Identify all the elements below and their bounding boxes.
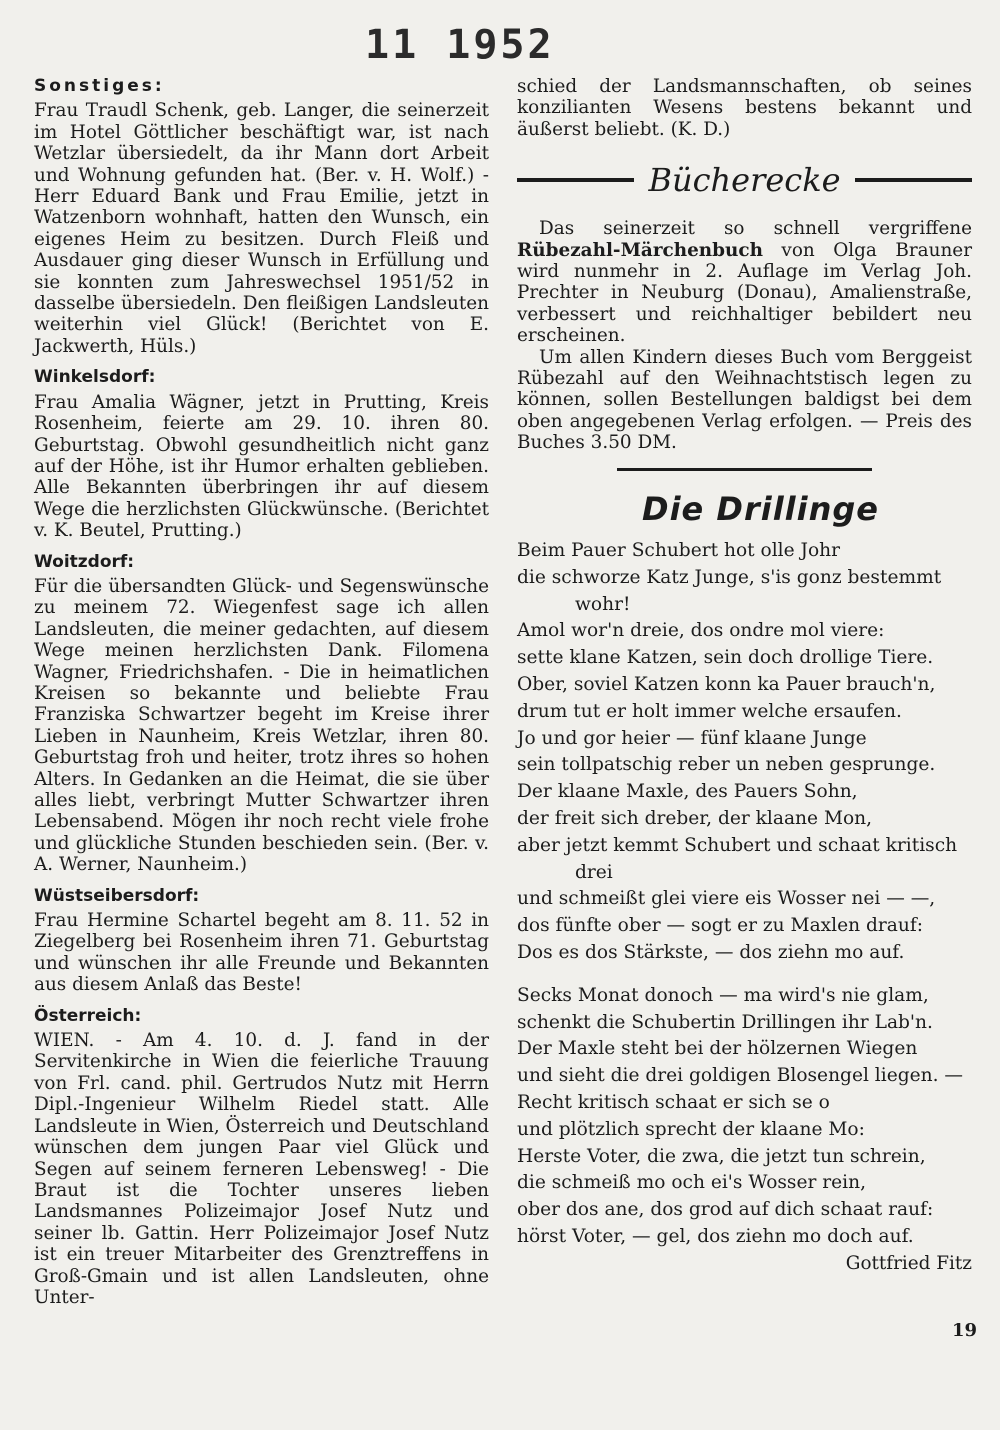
buecherecke-right-rule: [855, 178, 972, 182]
poem-line: Beim Pauer Schubert hot olle Johr: [517, 540, 841, 562]
poem-line: und sieht die drei goldigen Blosengel liegen. —: [517, 1065, 963, 1087]
poem-line: dos fünfte ober — sogt er zu Maxlen drauf:: [517, 915, 924, 937]
book-title: Rübezahl-Märchenbuch: [517, 239, 763, 261]
poem-line: aber jetzt kemmt Schubert und schaat kritisch: [517, 834, 958, 856]
section-heading-wuestseibersdorf: Wüstseibersdorf:: [34, 885, 200, 906]
section-separator: [617, 468, 872, 471]
poem-line: Jo und gor heier — fünf klaane Junge: [517, 727, 867, 749]
poem-line: die schmeiß mo och ei's Wosser rein,: [517, 1172, 867, 1194]
poem-line: drum tut er holt immer welche ersaufen.: [517, 700, 902, 722]
poem-line: Der Maxle steht bei der hölzernen Wiegen: [517, 1038, 918, 1060]
buecherecke-paragraph-2: Um allen Kindern dieses Buch vom Berggeist Rübezahl auf den Weihnachtstisch legen zu können, sollen Bestellungen baldigst bei dem oben angegebenen Verlag erfolgen. — Preis des Buches 3.50 DM.: [517, 346, 972, 454]
poem-line: Recht kritisch schaat er sich se o: [517, 1092, 830, 1114]
poem-line: und plötzlich sprecht der klaane Mo:: [517, 1118, 865, 1140]
buecherecke-p1-before: Das seinerzeit so schnell vergriffene: [539, 218, 972, 240]
poem-title: Die Drillinge: [642, 489, 879, 528]
poem-line: sein tollpatschig reber un neben gesprunge.: [517, 754, 936, 776]
section-heading-winkelsdorf: Winkelsdorf:: [34, 367, 156, 388]
poem-line: Secks Monat donoch — ma wird's nie glam,: [517, 984, 929, 1006]
poem-line: sette klane Katzen, sein doch drollige Tiere.: [517, 647, 934, 669]
poem-line: die schworze Katz Junge, s'is gonz bestemmt: [517, 566, 942, 588]
buecherecke-paragraph-1: [517, 218, 972, 346]
poem-author: Gottfried Fitz: [845, 1252, 972, 1274]
poem-line: Herste Voter, die zwa, die jetzt tun schrein,: [517, 1145, 926, 1167]
right-column: [517, 76, 972, 1277]
section-heading-sonstiges: Sonstiges:: [34, 76, 165, 96]
poem-line: Der klaane Maxle, des Pauers Sohn,: [517, 781, 858, 803]
poem-line: hörst Voter, — gel, dos ziehn mo doch auf.: [517, 1226, 914, 1248]
section-heading-woitzdorf: Woitzdorf:: [34, 551, 135, 572]
section-text-sonstiges: Frau Traudl Schenk, geb. Langer, die seinerzeit im Hotel Göttlicher beschäftigt war, ist nach Wetzlar übersiedelt, da ihr Mann dort Arbeit und Wohnung gefunden hat. (Ber. v. H. Wolf.) - Herr Eduard Bank und Frau Emilie, jetzt in Watzenborn wohnhaft, hatten den Wunsch, ein eigenes Heim zu besitzen. Durch Fleiß und Ausdauer ging dieser Wunsch in Erfüllung und sie konnten zum Jahreswechsel 1951/52 in dasselbe übersiedeln. Den fleißigen Landsleuten weiterhin viel Glück! (Berichtet von E. Jackwerth, Hüls.): [34, 100, 489, 357]
poem-line: ober dos ane, dos grod auf dich schaat rauf:: [517, 1199, 934, 1221]
left-column: [34, 76, 489, 1308]
poem-line: der freit sich dreber, der klaane Mon,: [517, 808, 873, 830]
poem-line: Ober, soviel Katzen konn ka Pauer brauch'n,: [517, 674, 936, 696]
poem-line: und schmeißt glei viere eis Wosser nei — —,: [517, 888, 936, 910]
poem-line: Amol wor'n dreie, dos ondre mol viere:: [517, 620, 885, 642]
poem-line: Dos es dos Stärkste, — dos ziehn mo auf.: [517, 942, 905, 964]
buecherecke-header: [517, 160, 972, 200]
section-text-winkelsdorf: Frau Amalia Wägner, jetzt in Prutting, Kreis Rosenheim, feierte am 29. 10. ihren 80. Geburtstag. Obwohl gesundheitlich nicht ganz auf der Höhe, ist ihr Humor erhalten geblieben. Alle Bekannten überbringen ihr auf diesem Wege die herzlichsten Glückwünsche. (Berichtet v. K. Beutel, Prutting.): [34, 391, 489, 542]
section-text-oesterreich: WIEN. - Am 4. 10. d. J. fand in der Servitenkirche in Wien die feierliche Trauung von Frl. cand. phil. Gertrudos Nutz mit Herrn Dipl.-Ingenieur Wilhelm Riedel statt. Alle Landsleute in Wien, Österreich und Deutschland wünschen dem jungen Paar viel Glück und Segen auf seinem ferneren Lebensweg! - Die Braut ist die Tochter unseres lieben Landsmannes Polizeimajor Josef Nutz und seiner lb. Gattin. Herr Polizeimajor Josef Nutz ist ein treuer Mitarbeiter des Grenztreffens in Groß-Gmain und ist allen Landsleuten, ohne Unter-: [34, 1030, 489, 1308]
poem-line: wohr!: [575, 593, 631, 615]
section-text-woitzdorf: Für die übersandten Glück- und Segenswünsche zu meinem 72. Wiegenfest sage ich allen Landsleuten, die meiner gedachten, auf diesem Wege meinen herzlichsten Dank. Filomena Wagner, Friedrichshafen. - Die in heimatlichen Kreisen so bekannte und beliebte Frau Franziska Schwartzer begeht im Kreise ihrer Lieben in Naunheim, Kreis Wetzlar, ihren 80. Geburtstag froh und heiter, trotz ihres so hohen Alters. In Gedanken an die Heimat, die sie über alles liebt, verbringt Mutter Schwartzer ihren Lebensabend. Mögen ihr noch recht viele frohe und glückliche Stunden beschieden sein. (Ber. v. A. Werner, Naunheim.): [34, 575, 489, 876]
poem: [517, 538, 972, 1251]
poem-line: schenkt die Schubertin Drillingen ihr Lab'n.: [517, 1011, 933, 1033]
page-number: 19: [952, 1320, 978, 1341]
section-heading-oesterreich: Österreich:: [34, 1005, 142, 1026]
buecherecke-title: Bücherecke: [648, 161, 841, 200]
section-text-wuestseibersdorf: Frau Hermine Schartel begeht am 8. 11. 52 in Ziegelberg bei Rosenheim ihren 71. Geburtstag und wünschen ihr alle Freunde und Bekannten aus diesem Anlaß das Beste!: [34, 910, 489, 996]
date-stamp: 11 1952: [365, 22, 555, 68]
poem-line: drei: [575, 861, 613, 883]
continuation-text: schied der Landsmannschaften, ob seines konzilianten Wesens bestens bekannt und äußerst beliebt. (K. D.): [517, 76, 972, 140]
buecherecke-p1-after: von Olga Brauner wird nunmehr in 2. Auflage im Verlag Joh. Prechter in Neuburg (Donau), Amalienstraße, verbessert und reichhaltiger bebildert neu erscheinen.: [517, 239, 972, 347]
stanza-gap: [517, 967, 972, 983]
buecherecke-left-rule: [517, 178, 634, 182]
